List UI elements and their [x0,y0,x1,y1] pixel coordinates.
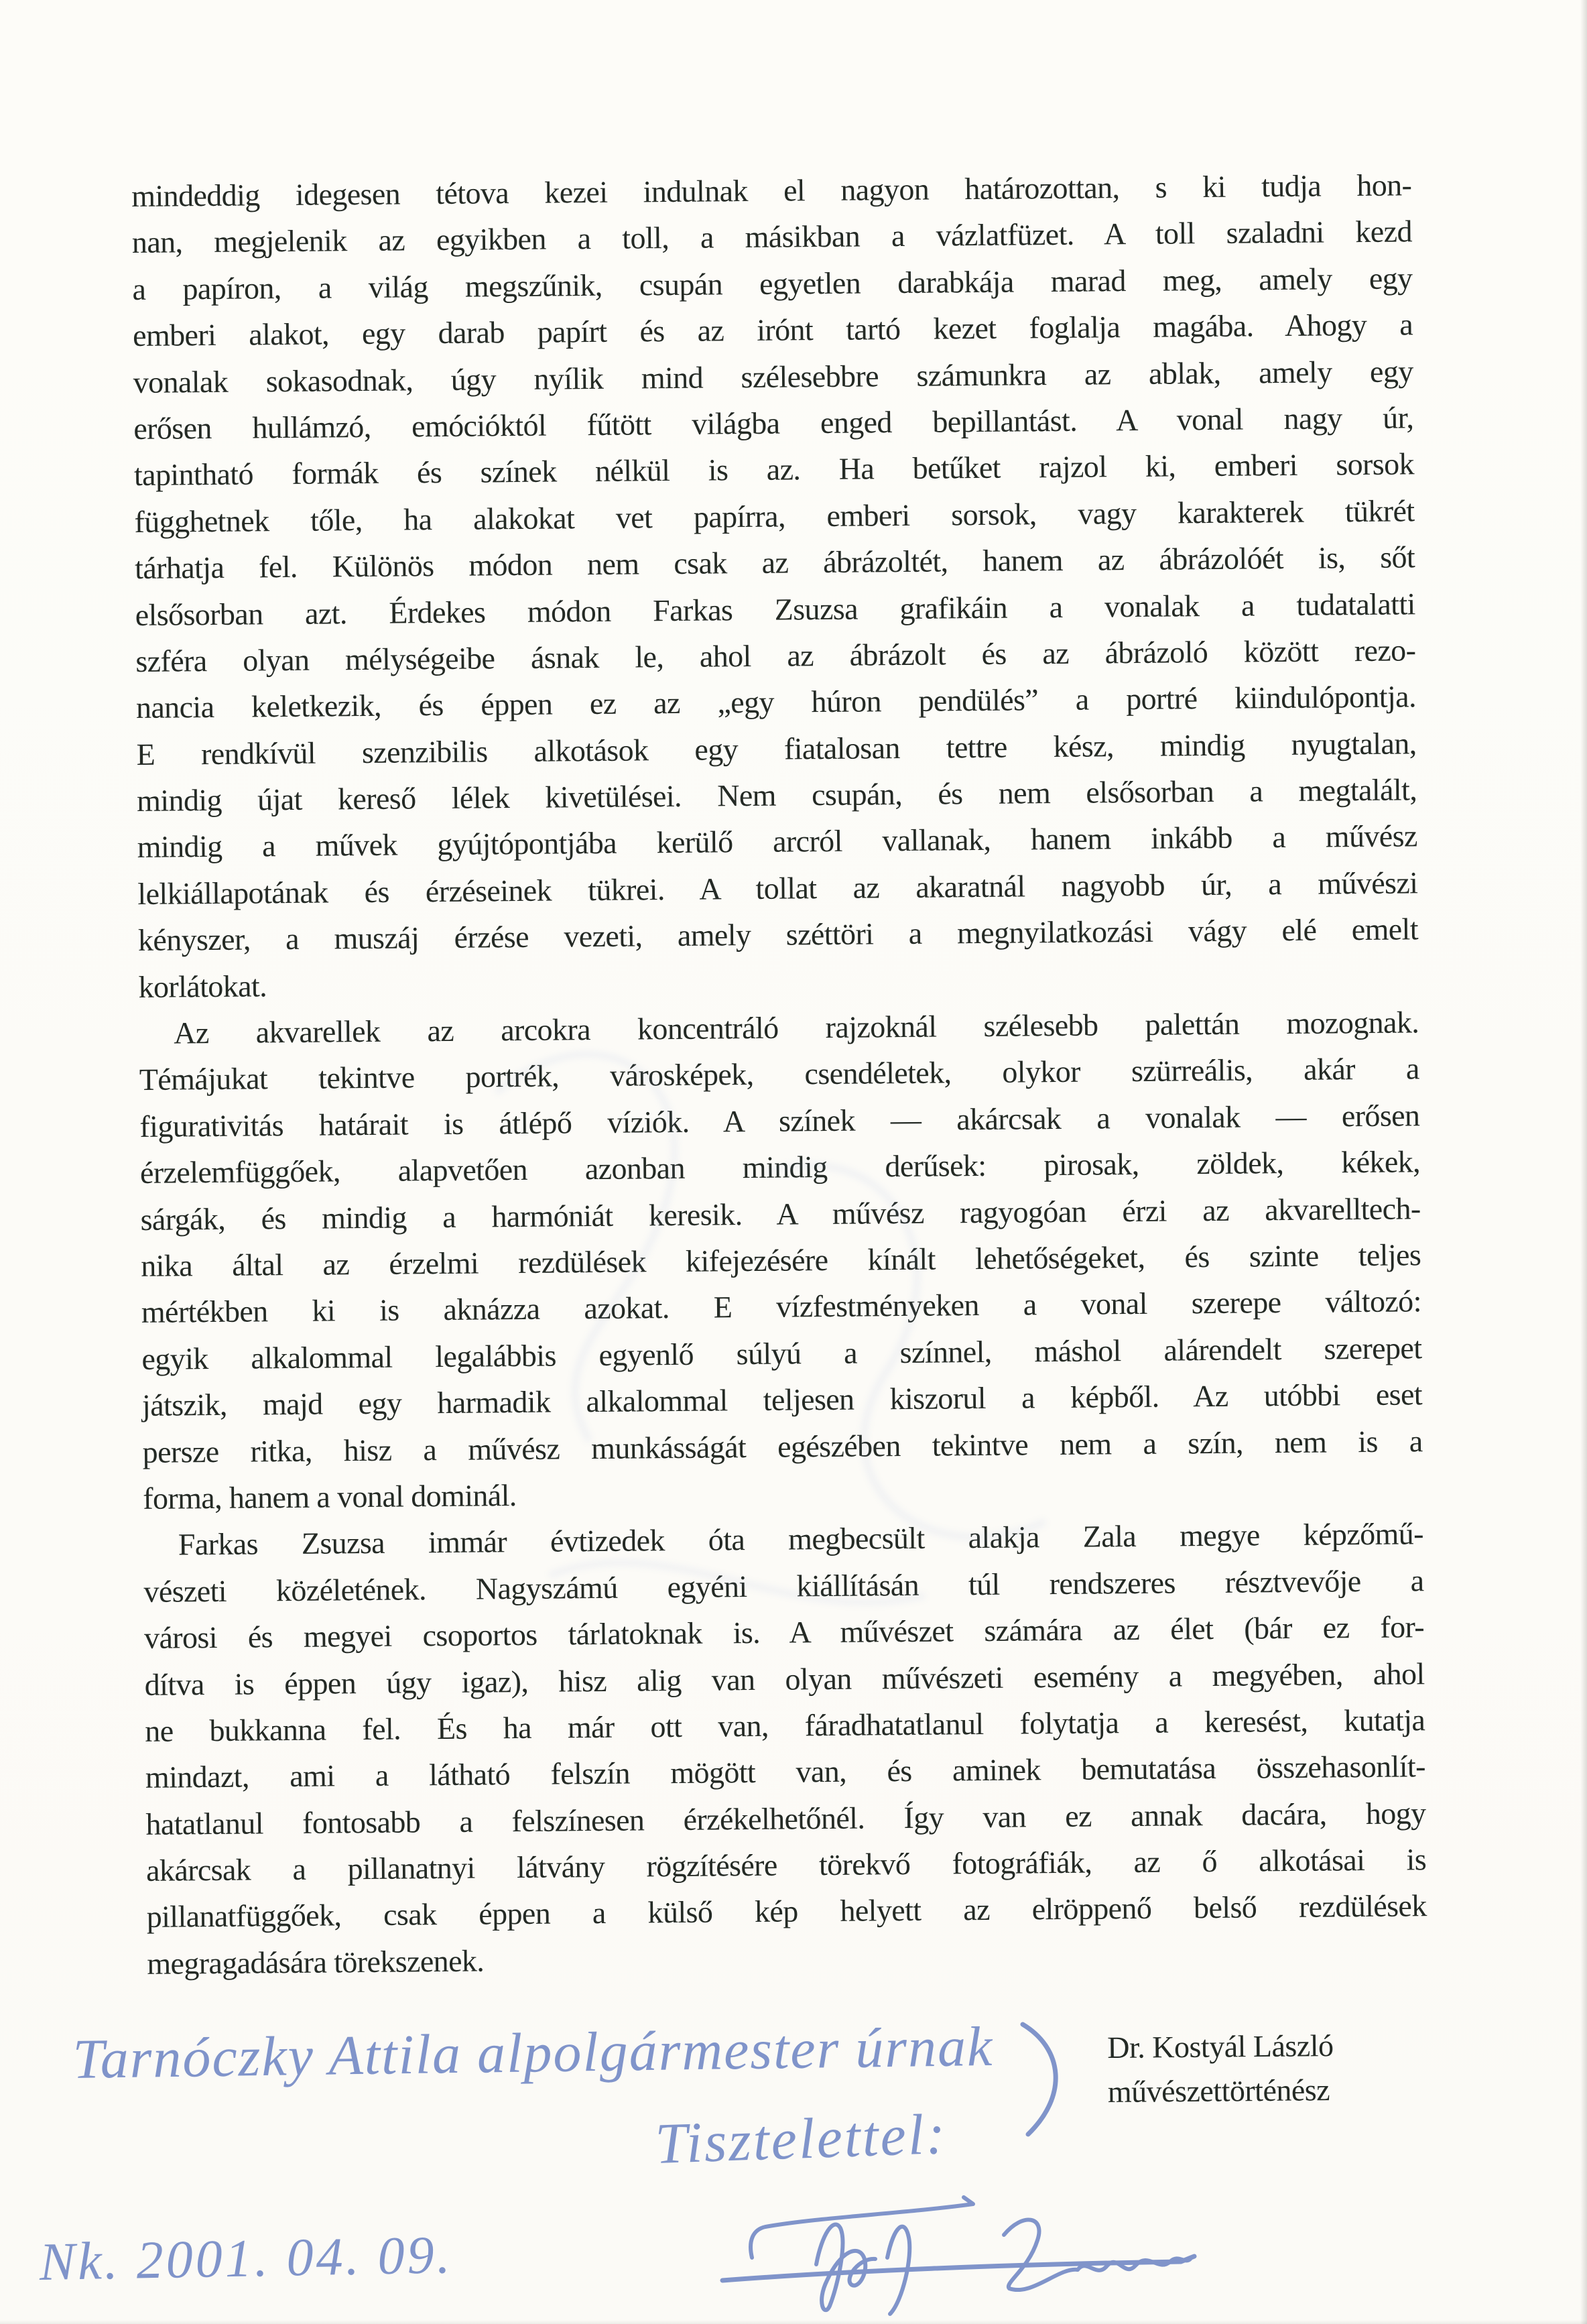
flourish-stroke [1011,2016,1084,2144]
credit-name: Dr. Kostyál László [1107,2028,1334,2065]
text-line: emberi alakot, egy darab papírt és az irónt tartó kezet foglalja magába. Ahogy a [132,307,1413,353]
handwritten-date: Nk. 2001. 04. 09. [39,2225,454,2292]
scan-edge-bottom [0,2320,1587,2324]
text-line: mértékben ki is aknázza azokat. E vízfestményeken a vonal szerepe változó: [141,1284,1421,1330]
text-line: mindig a művek gyújtópontjába kerülő arcról vallanak, hanem inkább a művész [137,818,1417,865]
scan-edge-right [1580,0,1587,2324]
text-line: a papíron, a világ megszűnik, csupán egyetlen darabkája marad meg, amely egy [132,261,1413,306]
text-line: érzelemfüggőek, alapvetően azonban mindig derűsek: pirosak, zöldek, kékek, [139,1144,1421,1190]
text-line: Farkas Zsuzsa immár évtizedek óta megbecsült alakja Zala megye képzőmű- [178,1516,1424,1562]
credit-title: művészettörténész [1107,2073,1330,2109]
paragraph [131,162,1419,1010]
text-line: sárgák, és mindig a harmóniát keresik. A művész ragyogóan érzi az akvarelltech- [140,1190,1421,1237]
text-line: elsősorban azt. Érdekes módon Farkas Zsuzsa grafikáin a vonalak a tudatalatti [135,586,1415,632]
text-line: mindazt, ami a látható felszín mögött van, és aminek bemutatása összehasonlít- [145,1749,1426,1795]
text-line: nan, megjelenik az egyikben a toll, a másikban a vázlatfüzet. A toll szaladni kezd [131,214,1413,260]
text-line: nika által az érzelmi rezdülések kifejezésére kínált lehetőségeket, és szinte teljes [141,1237,1421,1283]
text-line: korlátokat. [138,968,267,1004]
text-line: akárcsak a pillanatnyi látvány rögzítésére törekvő fotográfiák, az ő alkotásai is [145,1842,1427,1888]
text-line: E rendkívül szenzibilis alkotások egy fiatalosan tettre kész, mindig nyugtalan, [136,725,1417,772]
ink-bleedthrough [416,972,1153,1776]
text-line: ne bukkanna fel. És ha már ott van, fáradhatatlanul folytatja a keresést, kutatja [145,1703,1425,1748]
text-line: egyik alkalommal legalábbis egyenlő súlyú a színnel, máshol alárendelt szerepet [141,1331,1422,1376]
text-line: forma, hanem a vonal dominál. [143,1477,517,1516]
text-line: hatatlanul fontosabb a felszínesen érzékelhetőnél. Így van ez annak dacára, hogy [145,1795,1426,1841]
text-line: szféra olyan mélységeibe ásnak le, ahol az ábrázolt és az ábrázoló között rezo- [135,633,1416,678]
text-line: persze ritka, hisz a művész munkásságát egészében tekintve nem a szín, nem is a [142,1423,1423,1469]
text-line: dítva is éppen úgy igaz), hisz alig van olyan művészeti esemény a megyében, ahol [144,1656,1425,1702]
text-line: tárhatja fel. Különös módon nem csak az ábrázoltét, hanem az ábrázolóét is, sőt [134,540,1415,586]
text-line: erősen hullámzó, emócióktól fűtött világba enged bepillantást. A vonal nagy úr, [133,400,1414,446]
text-line: vonalak sokasodnak, úgy nyílik mind szélesebbre számunkra az ablak, amely egy [133,353,1413,400]
handwritten-dedication: Tarnóczky Attila alpolgármester úrnak [72,2015,994,2091]
credit-block [1107,2024,1334,2114]
text-line: nancia keletkezik, és éppen ez az „egy húron pendülés” a portré kiindulópontja. [135,679,1417,725]
text-line: Témájukat tekintve portrék, városképek, csendéletek, olykor szürreális, akár a [139,1051,1419,1097]
text-line: lelkiállapotának és érzéseinek tükrei. A tollat az akaratnál nagyobb úr, a művészi [137,865,1418,911]
handwritten-salutation: Tisztelettel: [654,2101,948,2176]
text-line: mindig újat kereső lélek kivetülései. Nem csupán, és nem elsősorban a megtalált, [136,772,1417,818]
text-line: mindeddig idegesen tétova kezei indulnak el nagyon határozottan, s ki tudja hon- [131,168,1412,213]
artist-signature [684,2179,1233,2324]
text-line: tapintható formák és színek nélkül is az. Ha betűket rajzol ki, emberi sorsok [133,446,1415,493]
text-line: függhetnek tőle, ha alakokat vet papírra, emberi sorsok, vagy karakterek tükrét [134,493,1415,539]
text-line: vészeti közéletének. Nagyszámú egyéni kiállításán túl rendszeres résztvevője a [143,1563,1424,1609]
text-line: megragadására törekszenek. [147,1943,485,1981]
text-line: figurativitás határait is átlépő víziók. A színek — akárcsak a vonalak — erősen [139,1098,1420,1144]
text-line: Az akvarellek az arcokra koncentráló rajzoknál szélesebb palettán mozognak. [173,1005,1419,1050]
text-line: kényszer, a muszáj érzése vezeti, amely széttöri a megnyilatkozási vágy elé emelt [137,912,1419,958]
text-line: városi és megyei csoportos tárlatoknak is. A művészet számára az élet (bár ez for- [143,1609,1425,1656]
text-line: játszik, majd egy harmadik alkalommal teljesen kiszorul a képből. Az utóbbi eset [141,1377,1423,1423]
text-line: pillanatfüggőek, csak éppen a külső kép helyett az elröppenő belső rezdülések [146,1888,1427,1935]
